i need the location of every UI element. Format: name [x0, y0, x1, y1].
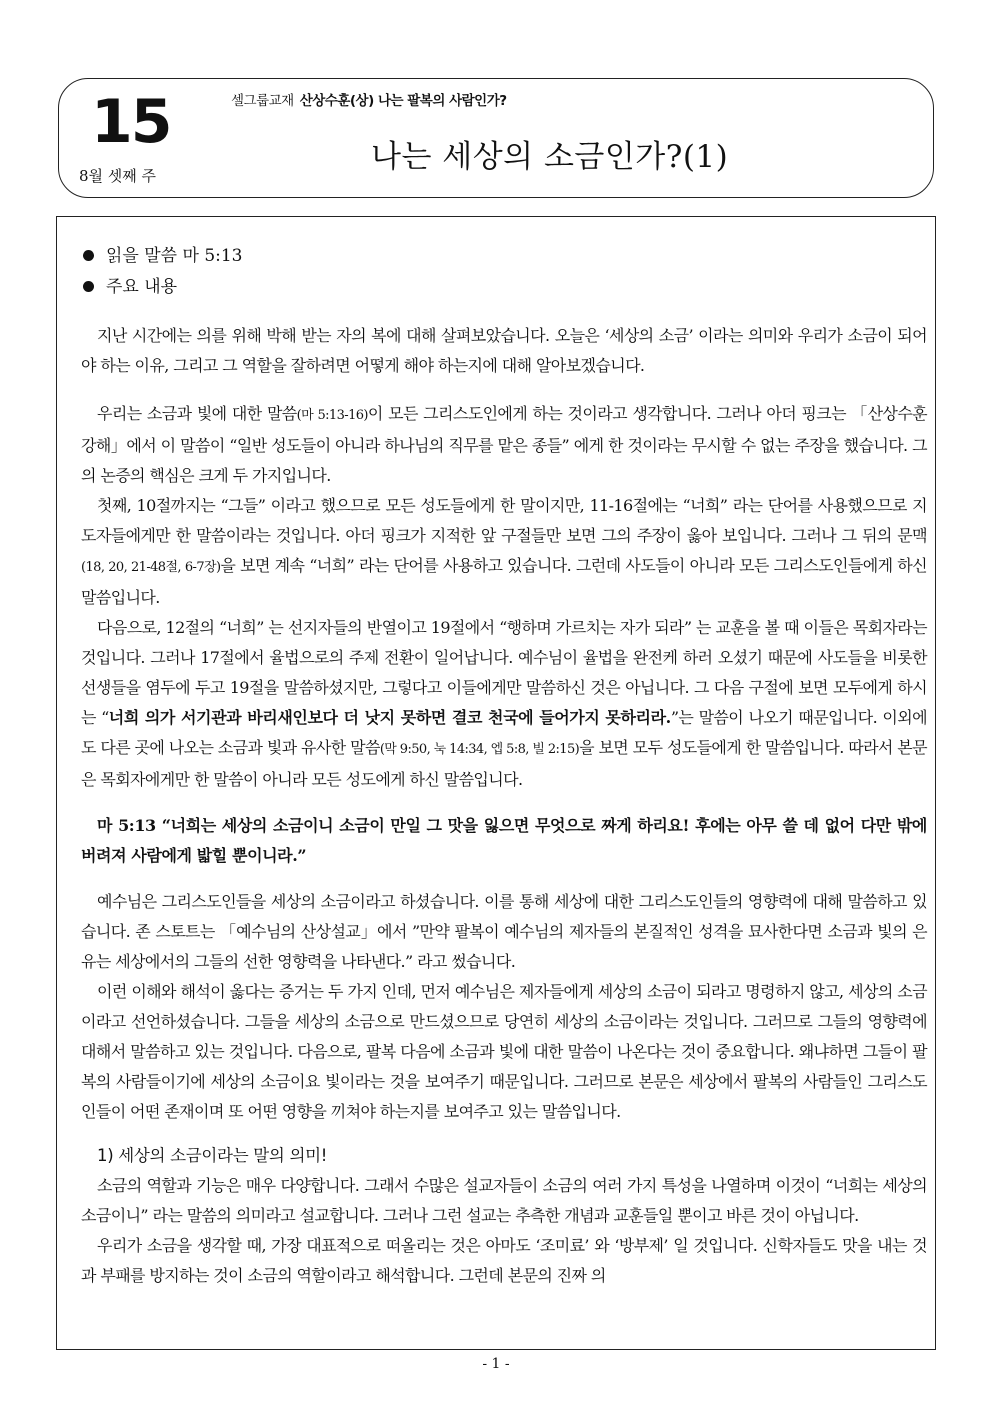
paragraph-6: 이런 이해와 해석이 옳다는 증거는 두 가지 인데, 먼저 예수님은 제자들에게 세상의 소금이 되라고 명령하지 않고, 세상의 소금이라고 선언하셨습니다. 그들을 세상의 소금으로 만드셨으므로 당연히 세상의 소금이라는 것입니다. 그러므로 그들의 영향력에 대해서 말씀하고 있는 것입니다. 다음으로, 팔복 다음에 소금과 빛에 대한 말씀이 나온다는 것이 중요합니다. 왜냐하면 그들이 팔복의 사람들이기에 세상의 소금이요 빛이라는 것을 보여주기 때문입니다. 그러므로 본문은 세상에서 팔복의 사람들인 그리스도인들이 어떤 존재이며 또 어떤 영향을 끼쳐야 하는지를 보여주고 있는 말씀입니다. [81, 982, 927, 1121]
content-box [56, 216, 936, 1350]
page-number: - 1 - [482, 1356, 510, 1372]
content-body [81, 241, 927, 1291]
bullet-label: 주요 내용 [106, 277, 178, 297]
text-run: 이 모든 그리스도인에게 하는 것이라고 생각합니다. 그러나 아더 핑크는 「산상수훈 강해」에서 이 말씀이 “일반 성도들이 아니라 하나님의 직무를 맡은 종들” 에게 한 것이라는 무시할 수 없는 주장을 했습니다. 그의 논증의 핵심은 크게 두 가지입니다. [81, 404, 927, 485]
paragraph-4 [81, 613, 927, 795]
lesson-week: 8월 셋째 주 [79, 167, 157, 185]
text-run: 을 보면 모두 성도들에게 한 말씀입니다. 따라서 본문은 목회자에게만 한 말씀이 아니라 모든 성도에게 하신 말씀입니다. [81, 738, 927, 789]
bullet-ref: 마 5:13 [182, 246, 243, 266]
bullet-label: 읽을 말씀 [106, 246, 178, 266]
series-label: 셀그룹교재 [231, 93, 294, 109]
text-run: 우리는 소금과 빛에 대한 말씀 [97, 404, 297, 423]
bullet-dot-icon [83, 250, 94, 261]
scripture-ref: (18, 20, 21-48절, 6-7장) [81, 560, 221, 575]
section-heading: 1) 세상의 소금이라는 말의 의미! [97, 1146, 328, 1165]
lesson-header [58, 78, 934, 198]
series-line [231, 89, 507, 109]
paragraph-3 [81, 491, 927, 613]
bullet-reading [81, 241, 927, 272]
key-verse: 마 5:13 “너희는 세상의 소금이니 소금이 만일 그 맛을 잃으면 무엇으로 짜게 하리요! 후에는 아무 쓸 데 없어 다만 밖에 버려져 사람에게 밟힐 뿐이니라.” [81, 816, 927, 865]
page-title: 나는 세상의 소금인가?(1) [371, 139, 729, 175]
paragraph-5: 예수님은 그리스도인들을 세상의 소금이라고 하셨습니다. 이를 통해 세상에 대한 그리스도인들의 영향력에 대해 말씀하고 있습니다. 존 스토트는 「예수님의 산상설교」에서 ”만약 팔복이 예수님의 제자들의 본질적인 성격을 묘사한다면 소금과 빛의 은유는 세상에서의 그들의 선한 영향력을 나타낸다.” 라고 썼습니다. [81, 892, 927, 971]
paragraph-intro: 지난 시간에는 의를 위해 박해 받는 자의 복에 대해 살펴보았습니다. 오늘은 ‘세상의 소금’ 이라는 의미와 우리가 소금이 되어야 하는 이유, 그리고 그 역할을 잘하려면 어떻게 해야 하는지에 대해 알아보겠습니다. [81, 326, 927, 375]
series-title: 산상수훈(상) 나는 팔복의 사람인가? [299, 93, 507, 109]
bullet-summary [81, 272, 927, 303]
paragraph-7: 소금의 역할과 기능은 매우 다양합니다. 그래서 수많은 설교자들이 소금의 여러 가지 특성을 나열하며 이것이 “너희는 세상의 소금이니” 라는 말씀의 의미라고 설교합니다. 그러나 그런 설교는 추측한 개념과 교훈들일 뿐이고 바른 것이 아닙니다. [81, 1176, 927, 1225]
paragraph-2 [81, 399, 927, 491]
text-run: ”는 말씀이 나오기 때문입니다. 이외에도 다른 곳에 나오는 소금과 빛과 유사한 말씀 [81, 708, 927, 757]
text-run: 첫째, 10절까지는 “그들” 이라고 했으므로 모든 성도들에게 한 말이지만, 11-16절에는 “너희” 라는 단어를 사용했으므로 지도자들에게만 한 말씀이라는 것입니다. 아더 핑크가 지적한 앞 구절들만 보면 그의 주장이 옳아 보입니다. 그러나 그 뒤의 문맥 [81, 496, 927, 545]
text-run: 다음으로, 12절의 “너희” 는 선지자들의 반열이고 19절에서 “행하며 가르치는 자가 되라” 는 교훈을 볼 때 이들은 목회자라는 것입니다. 그러나 17절에서 율법으로의 주제 전환이 일어납니다. 예수님이 율법을 완전케 하러 오셨기 때문에 사도들을 비롯한 선생들을 염두에 두고 19절을 말씀하셨지만, 그렇다고 이들에게만 말씀하신 것은 아닙니다. 그 다음 구절에 보면 모두에게 하시는 “ [81, 618, 927, 727]
text-run: 을 보면 계속 “너희” 라는 단어를 사용하고 있습니다. 그런데 사도들이 아니라 모든 그리스도인들에게 하신 말씀입니다. [81, 556, 927, 607]
quoted-verse: 너희 의가 서기관과 바리새인보다 더 낫지 못하면 결코 천국에 들어가지 못하리라. [108, 708, 671, 727]
paragraph-8: 우리가 소금을 생각할 때, 가장 대표적으로 떠올리는 것은 아마도 ‘조미료’ 와 ‘방부제’ 일 것입니다. 신학자들도 맛을 내는 것과 부패를 방지하는 것이 소금의 역할이라고 해석합니다. 그런데 본문의 진짜 의 [81, 1236, 927, 1285]
lesson-number: 15 [91, 87, 171, 157]
scripture-ref: (막 9:50, 눅 14:34, 엡 5:8, 빌 2:15) [379, 742, 580, 757]
scripture-ref: (마 5:13-16) [296, 408, 368, 423]
bullet-dot-icon [83, 281, 94, 292]
